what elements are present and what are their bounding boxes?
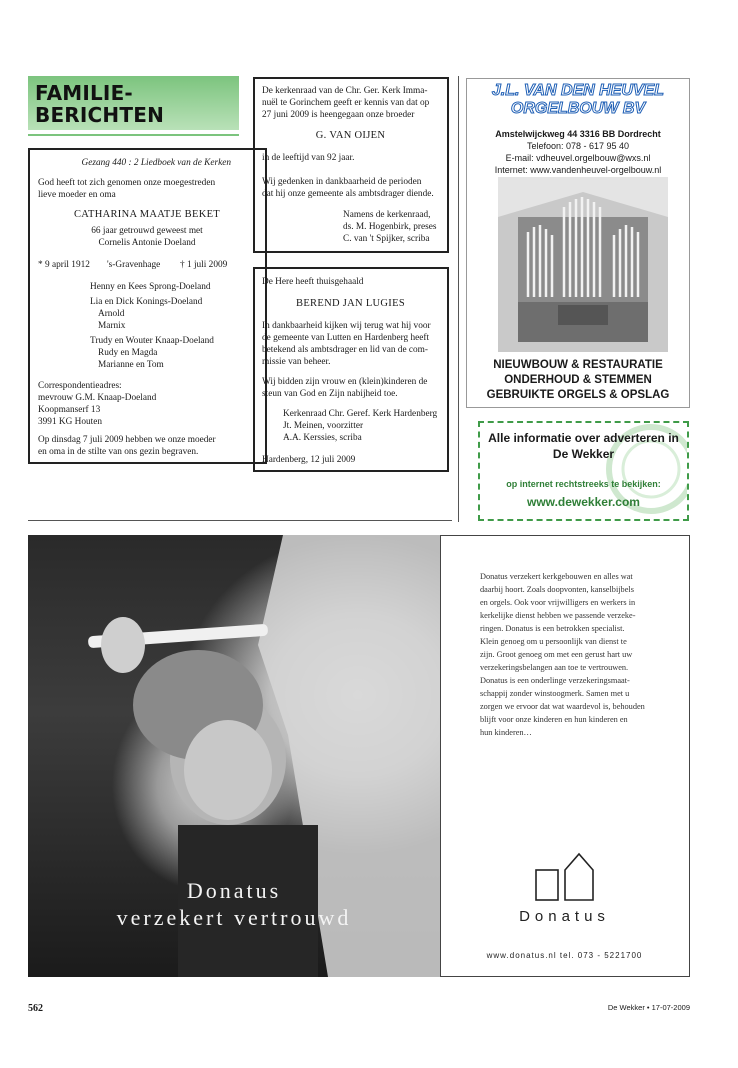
- notice-lugies: [253, 267, 449, 472]
- familieberichten-heading: [28, 76, 239, 130]
- body-line: en orgels. Ook voor vrijwilligers en werkers in: [480, 598, 636, 607]
- organ-illustration: [498, 177, 668, 352]
- age-line: in de leeftijd van 92 jaar.: [262, 153, 355, 163]
- wekker-url-link[interactable]: www.dewekker.com: [527, 495, 640, 509]
- company-contact: [466, 128, 690, 176]
- phone: Telefoon: 078 - 617 95 40: [526, 141, 630, 151]
- correspondence-line: Koopmanserf 13: [38, 405, 101, 415]
- notice-beket: [28, 148, 267, 464]
- heading-line-2: BERICHTEN: [35, 103, 165, 127]
- donatus-text-panel: [440, 535, 690, 977]
- column-divider: [458, 76, 459, 522]
- section-divider: [28, 520, 452, 521]
- body-line: zorgen we ervoor dat wat waardevol is, behouden: [480, 702, 645, 711]
- email: E-mail: vdheuvel.orgelbouw@wxs.nl: [505, 153, 651, 163]
- notice-van-oijen: [253, 77, 449, 253]
- family-member: Trudy en Wouter Knaap-Doeland: [90, 336, 214, 346]
- prayer-line: Wij bidden zijn vrouw en (klein)kinderen de: [262, 377, 428, 387]
- gratitude-line: Wij gedenken in dankbaarheid de perioden: [262, 177, 422, 187]
- family-member: Henny en Kees Sprong-Doeland: [90, 282, 211, 292]
- family-member: Rudy en Magda: [98, 348, 158, 358]
- wekker-line-3: op internet rechtstreeks te bekijken:: [506, 479, 661, 489]
- family-member: Marnix: [98, 321, 126, 331]
- married-line: 66 jaar getrouwd geweest met: [91, 226, 203, 236]
- wekker-line-2: De Wekker: [552, 447, 615, 461]
- body-line: hun kinderen…: [480, 728, 532, 737]
- closing-line: Op dinsdag 7 juli 2009 hebben we onze moeder: [38, 435, 216, 445]
- donatus-contact: www.donatus.nl tel. 073 - 5221700: [486, 951, 643, 960]
- wekker-advertising-ad: [478, 421, 689, 521]
- services-list: [466, 358, 690, 403]
- death-date: † 1 juli 2009: [180, 260, 228, 270]
- donatus-logo-icon: [531, 848, 601, 908]
- body-line: kerkelijke dienst hebben we passende verzeke-: [480, 611, 636, 620]
- body-line: zijn. Groot genoeg om met een gerust hart uw: [480, 650, 633, 659]
- service-item: ONDERHOUD & STEMMEN: [504, 374, 652, 386]
- body-line: Donatus verzekert kerkgebouwen en alles wat: [480, 572, 633, 581]
- body-line: ringen. Donatus is een betrokken specialist.: [480, 624, 625, 633]
- company-name: [466, 82, 690, 118]
- heading-rule: [28, 134, 239, 136]
- place-date: Hardenberg, 12 juli 2009: [262, 455, 356, 465]
- family-member: Arnold: [98, 309, 125, 319]
- intro-line: nuël te Gorinchem geeft er kennis van dat op: [262, 98, 430, 108]
- gratitude-line: In dankbaarheid kijken wij terug wat hij voor: [262, 321, 431, 331]
- signature-line: ds. M. Hogenbirk, preses: [343, 222, 437, 232]
- correspondence-line: 3991 KG Houten: [38, 417, 103, 427]
- donatus-body: [480, 570, 645, 739]
- deceased-name: BEREND JAN LUGIES: [296, 298, 405, 309]
- service-item: GEBRUIKTE ORGELS & OPSLAG: [486, 389, 670, 401]
- service-item: NIEUWBOUW & RESTAURATIE: [493, 359, 663, 371]
- place: 's-Gravenhage: [107, 260, 161, 270]
- birth-date: * 9 april 1912: [38, 260, 90, 270]
- gratitude-line: de gemeente van Lutten en Hardenberg heeft: [262, 333, 430, 343]
- intro-line: De Here heeft thuisgehaald: [262, 277, 364, 287]
- signature-line: A.A. Kerssies, scriba: [283, 433, 362, 443]
- intro-line: 27 juni 2009 is heengegaan onze broeder: [262, 110, 415, 120]
- correspondence-line: Correspondentieadres:: [38, 381, 122, 391]
- deceased-name: G. VAN OIJEN: [315, 130, 386, 141]
- intro-line: lieve moeder en oma: [38, 190, 116, 200]
- closing-line: en oma in de stilte van ons gezin begraven.: [38, 447, 199, 457]
- donatus-slogan-line2: verzekert vertrouwd: [116, 905, 352, 930]
- donatus-slogan-line1: Donatus: [186, 878, 282, 903]
- wekker-line-1: Alle informatie over adverteren in: [488, 431, 679, 445]
- married-line: Cornelis Antonie Doeland: [98, 238, 196, 248]
- correspondence-line: mevrouw G.M. Knaap-Doeland: [38, 393, 157, 403]
- body-line: verzekeringsbelangen aan toe te vertrouwen.: [480, 663, 629, 672]
- gratitude-line: dat hij onze gemeente als ambtsdrager diende.: [262, 189, 434, 199]
- prayer-line: steun van God en Zijn nabijheid toe.: [262, 389, 398, 399]
- signature-line: Jt. Meinen, voorzitter: [283, 421, 364, 431]
- issue-info: De Wekker • 17-07-2009: [607, 1003, 690, 1012]
- donatus-photo: [28, 535, 440, 977]
- signature-line: Kerkenraad Chr. Geref. Kerk Hardenberg: [283, 409, 438, 419]
- body-line: schappij zonder winstoogmerk. Samen met u: [480, 689, 630, 698]
- body-line: daarbij hoort. Zoals doopvonten, kanselbijbels: [480, 585, 634, 594]
- body-line: blijft voor onze kinderen en hun kinderen en: [480, 715, 628, 724]
- body-line: Klein genoeg om u persoonlijk van dienst te: [480, 637, 627, 646]
- family-member: Lia en Dick Konings-Doeland: [90, 297, 203, 307]
- intro-line: God heeft tot zich genomen onze moegestreden: [38, 178, 216, 188]
- company-name-line1: J.L. VAN DEN HEUVEL: [491, 82, 665, 99]
- deceased-name: CATHARINA MAATJE BEKET: [73, 209, 221, 220]
- gratitude-line: missie van beheer.: [262, 357, 331, 367]
- website: Internet: www.vandenheuvel-orgelbouw.nl: [494, 165, 662, 175]
- body-line: Donatus is een onderlinge verzekeringsmaat-: [480, 676, 630, 685]
- intro-line: De kerkenraad van de Chr. Ger. Kerk Imma-: [262, 86, 428, 96]
- signature-line: C. van 't Spijker, scriba: [343, 234, 430, 244]
- company-name-line2: ORGELBOUW BV: [510, 100, 646, 117]
- gratitude-line: betekend als ambtsdrager en lid van de com-: [262, 345, 428, 355]
- family-member: Marianne en Tom: [98, 360, 164, 370]
- signature-line: Namens de kerkenraad,: [343, 210, 431, 220]
- page-number: 562: [28, 1003, 43, 1014]
- hymn-reference: Gezang 440 : 2 Liedboek van de Kerken: [81, 158, 231, 168]
- organ-photo: [498, 177, 668, 352]
- donatus-logo-text: Donatus: [519, 908, 610, 925]
- address: Amstelwijckweg 44 3316 BB Dordrecht: [495, 129, 661, 139]
- heading-line-1: FAMILIE-: [35, 81, 133, 105]
